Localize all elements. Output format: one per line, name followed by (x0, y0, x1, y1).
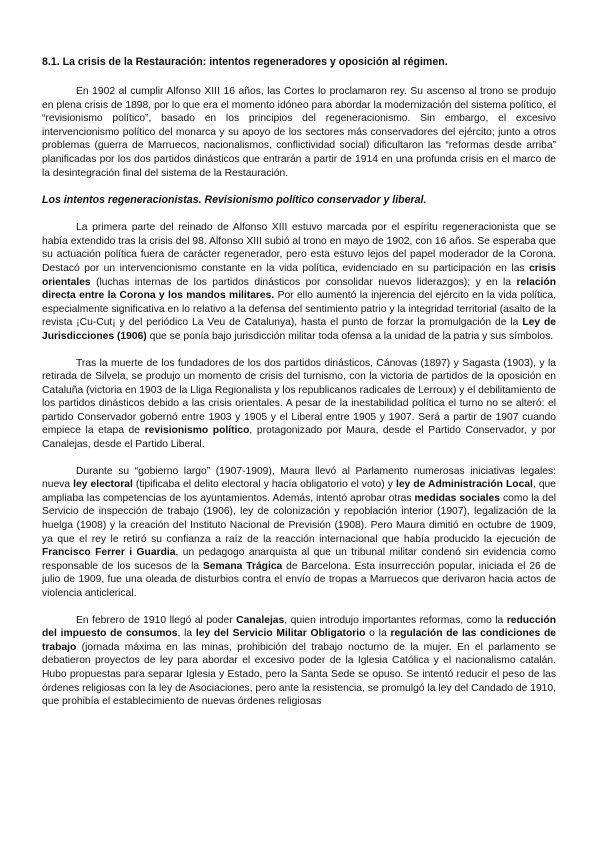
text-run: La primera parte del reinado de Alfonso XIII estuvo marcada por el espíritu regeneracionista que se había extendido tras la crisis del 98. Alfonso XIII subió al trono en mayo de 1902, con 16 años. Se esperaba que su actuación política fuera de carácter regenerador, pero esta estuvo lejos del papel moderador de la Corona. Destacó por un intervencionismo constante en la vida política, evidenciado en su participación en las (42, 222, 556, 274)
section-title: 8.1. La crisis de la Restauración: intentos regeneradores y oposición al régimen. (42, 56, 448, 68)
text-run: , quien introdujo importantes reformas, como la (284, 614, 507, 626)
bold-term: revisionismo político (144, 425, 250, 437)
paragraph-canalejas (42, 614, 556, 709)
bold-term: Francisco Ferrer i Guardia (42, 547, 176, 559)
text-run: Por ello aumentó la injerencia del ejército en la vida política, especialmente significativa en lo relativo a la defensa del sentimiento patrio y la integridad territorial (asalto de la revista ¡Cu-Cut¡ y del periódico La Veu de Catalunya), hasta el punto de forzar la promulgación de la (42, 290, 556, 329)
subheading: Los intentos regeneracionistas. Revisionismo político conservador y liberal. (42, 194, 427, 207)
text-run: Durante su “gobierno largo” (1907-1909), Maura llevó al Parlamento numerosas iniciativas legales: nueva (42, 465, 556, 491)
text-run: En 1902 al cumplir Alfonso XIII 16 años, las Cortes lo proclamaron rey. Su ascenso al trono se produjo en plena crisis de 1898, por lo que era el momento idóneo para abordar la modernización del sistema político, el “revisionismo político”, basado en los principios del regeneracionismo. Sin embargo, el excesivo intervencionismo político del monarca y su apoyo de los sectores más conservadores del ejército; junto a otros problemas (guerra de Marruecos, nacionalismos, conflictividad social) dificultaron las “reformas desde arriba” planificadas por los dos partidos dinásticos que entrarán a partir de 1914 en una profunda crisis en el marco de la desintegración final del sistema de la Restauración. (42, 86, 556, 179)
bold-term: relación directa entre la Corona y los mandos militares. (42, 276, 556, 302)
text-run: , un pedagogo anarquista al que un tribunal militar condenó sin evidencia como responsable de los sucesos de la (42, 547, 556, 572)
paragraph-alfonso-xiii (42, 221, 556, 343)
text-run: (tipificaba el delito electoral y hacía obligatorio el voto) y (132, 479, 396, 491)
paragraph-maura (42, 465, 556, 601)
bold-term: Ley de Jurisdicciones (1906) (42, 317, 556, 342)
text-run: , la (177, 628, 196, 640)
bold-term: Canalejas (236, 614, 285, 626)
text-run: como la del Servicio de inspección de trabajo (1906), ley de colonización y repoblación interior (1907), legalización de la huelga (1908) y la creación del Instituto Nacional de Previsión (1908). Pero Maura dimitió en octubre de 1909, ya que el rey le retiró su confianza a raíz de la reacción internacional que había producido la ejecución de (42, 492, 556, 545)
bold-term: regulación de las condiciones de trabajo (42, 628, 556, 653)
text-run: , protagonizado por Maura, desde el Partido Conservador, y por Canalejas, desde el Partido Liberal. (42, 425, 556, 451)
text-run: En febrero de 1910 llegó al poder (76, 614, 237, 626)
intro-paragraph-container (42, 85, 556, 180)
bold-term: crisis orientales (42, 262, 556, 288)
bold-term: ley de Administración Local (395, 479, 533, 491)
text-run: , que ampliaba las competencias de los ayuntamientos. Además, intentó aprobar otras (42, 479, 556, 504)
bold-term: Semana Trágica (202, 560, 283, 572)
text-run: Tras la muerte de los fundadores de los dos partidos dinásticos, Cánovas (1897) y Sagasta (1903), y la retirada de Silvela, se produjo un momento de crisis del turnismo, con la victoria de partidos de la oposición en Cataluña (victoria en 1903 de la Lliga Regionalista y los republicanos radicales de Lerroux) y el debilitamiento de los partidos dinásticos debido a las crisis orientales. A pesar de la inestabilidad política el turno no se alteró: el partido Conservador gobernó entre 1903 y 1905 y el Liberal entre 1905 y 1907. Será a partir de 1907 cuando empiece la etapa de (42, 357, 556, 437)
text-run: o la (365, 628, 391, 640)
bold-term: medidas sociales (414, 492, 500, 504)
text-run: que se ponía bajo jurisdicción militar toda ofensa a la unidad de la patria y sus símbolos. (146, 330, 554, 342)
text-run: de Barcelona. Esta insurrección popular, iniciada el 26 de julio de 1909, fue una oleada de disturbios contra el envío de tropas a Marruecos que derivaron hacia actos de violencia anticlerical. (42, 560, 556, 599)
paragraph-turnismo-crisis (42, 357, 556, 452)
bold-term: ley electoral (73, 479, 133, 491)
paragraph-intro (42, 85, 556, 180)
bold-term: ley del Servicio Militar Obligatorio (195, 628, 366, 640)
text-run: (luchas internas de los partidos dinásticos por consolidar nuevos liderazgos); y en la (90, 276, 517, 288)
text-run: (jornada máxima en las minas, prohibición del trabajo nocturno de la mujer. En el parlamento se debatieron proyectos de ley para abordar el excesivo poder de la Iglesia Católica y el nacionalismo catalán. Hubo propuestas para separar Iglesia y Estado, pero la Santa Sede se opuso. Se intentó reducir el peso de las órdenes religiosas con la ley de Asociaciones, pero ante la resistencia, se promulgó la ley del Candado de 1910, que prohibía el establecimiento de nuevas órdenes religiosas (42, 641, 556, 708)
bold-term: reducción del impuesto de consumos (42, 614, 556, 640)
